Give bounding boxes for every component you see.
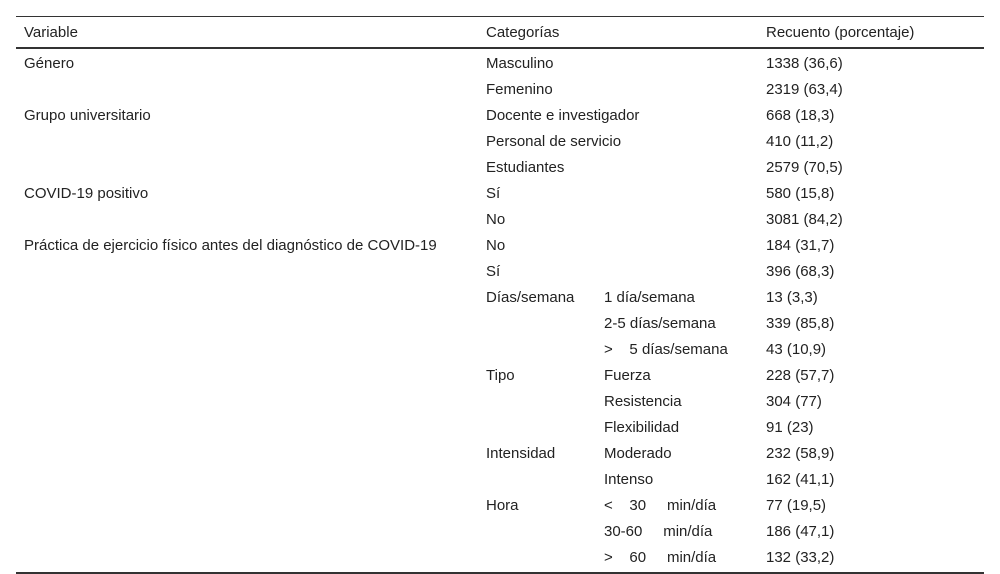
cell-count: 580 (15,8) (766, 185, 835, 202)
table-row (16, 363, 984, 389)
cell-count: 232 (58,9) (766, 445, 835, 462)
cell-category (478, 311, 596, 337)
cell-category (478, 415, 596, 441)
cell-category: No (486, 211, 506, 228)
data-table (16, 16, 984, 574)
cell-variable (16, 363, 478, 389)
table-row (16, 48, 984, 77)
table-row (16, 545, 984, 573)
cell-subcategory: Intenso (604, 471, 654, 488)
cell-variable (16, 77, 478, 103)
cell-subcategory: 2-5 días/semana (604, 315, 716, 332)
cell-variable: Práctica de ejercicio físico antes del diagnóstico de COVID-19 (24, 237, 437, 254)
table-row (16, 129, 984, 155)
table-row (16, 77, 984, 103)
cell-category: Días/semana (486, 289, 575, 306)
cell-subcategory: Resistencia (604, 393, 682, 410)
cell-category: Estudiantes (486, 159, 565, 176)
table-row (16, 285, 984, 311)
cell-count: 43 (10,9) (766, 341, 827, 358)
cell-category: Femenino (486, 81, 553, 98)
table-row (16, 337, 984, 363)
cell-count: 304 (77) (766, 393, 822, 410)
cell-count: 132 (33,2) (766, 549, 835, 566)
cell-variable (16, 129, 478, 155)
cell-subcategory: Flexibilidad (604, 419, 680, 436)
cell-count: 162 (41,1) (766, 471, 835, 488)
table-row (16, 311, 984, 337)
cell-subcategory: 1 día/semana (604, 289, 695, 306)
table-row (16, 181, 984, 207)
cell-variable (16, 545, 478, 573)
table-row (16, 415, 984, 441)
header-variable: Variable (24, 23, 78, 41)
cell-category: Hora (486, 497, 519, 514)
cell-variable (16, 207, 478, 233)
cell-count: 396 (68,3) (766, 263, 835, 280)
table-row (16, 103, 984, 129)
table-row (16, 493, 984, 519)
cell-subcategory: Moderado (604, 445, 672, 462)
cell-count: 184 (31,7) (766, 237, 835, 254)
cell-variable (16, 155, 478, 181)
cell-category: Tipo (486, 367, 515, 384)
cell-variable: COVID-19 positivo (24, 185, 149, 202)
cell-variable: Grupo universitario (24, 107, 151, 124)
cell-count: 13 (3,3) (766, 289, 818, 306)
cell-variable: Género (24, 55, 75, 72)
cell-count: 410 (11,2) (766, 133, 834, 150)
cell-category: Sí (486, 185, 501, 202)
cell-subcategory: Fuerza (604, 367, 651, 384)
cell-category: Docente e investigador (486, 107, 640, 124)
cell-category (478, 545, 596, 573)
cell-count: 1338 (36,6) (766, 55, 843, 72)
table-body (16, 48, 984, 573)
cell-category: Intensidad (486, 445, 556, 462)
cell-count: 91 (23) (766, 419, 814, 436)
cell-subcategory: 30-60 min/día (604, 523, 713, 540)
table-row (16, 207, 984, 233)
cell-count: 186 (47,1) (766, 523, 835, 540)
table-row (16, 467, 984, 493)
table-row (16, 519, 984, 545)
cell-category: Sí (486, 263, 501, 280)
cell-category: No (486, 237, 506, 254)
cell-variable (16, 441, 478, 467)
cell-count: 3081 (84,2) (766, 211, 843, 228)
cell-category (478, 519, 596, 545)
cell-subcategory: > 5 días/semana (604, 341, 728, 358)
header-row (16, 17, 984, 49)
cell-count: 77 (19,5) (766, 497, 827, 514)
cell-variable (16, 337, 478, 363)
table-row (16, 389, 984, 415)
cell-category: Masculino (486, 55, 554, 72)
table-header (16, 17, 984, 49)
cell-variable (16, 519, 478, 545)
cell-variable (16, 415, 478, 441)
cell-variable (16, 285, 478, 311)
cell-category (478, 337, 596, 363)
cell-subcategory: < 30 min/día (604, 497, 717, 514)
cell-count: 228 (57,7) (766, 367, 835, 384)
cell-category: Personal de servicio (486, 133, 622, 150)
table-row (16, 233, 984, 259)
cell-category (478, 467, 596, 493)
header-categorias: Categorías (486, 23, 560, 41)
table-row (16, 441, 984, 467)
table-row (16, 155, 984, 181)
cell-count: 2579 (70,5) (766, 159, 843, 176)
cell-variable (16, 467, 478, 493)
cell-category (478, 389, 596, 415)
cell-variable (16, 493, 478, 519)
cell-count: 339 (85,8) (766, 315, 835, 332)
cell-subcategory: > 60 min/día (604, 549, 717, 566)
header-recuento: Recuento (porcentaje) (766, 23, 915, 41)
cell-count: 668 (18,3) (766, 107, 835, 124)
cell-count: 2319 (63,4) (766, 81, 843, 98)
cell-variable (16, 311, 478, 337)
cell-variable (16, 389, 478, 415)
